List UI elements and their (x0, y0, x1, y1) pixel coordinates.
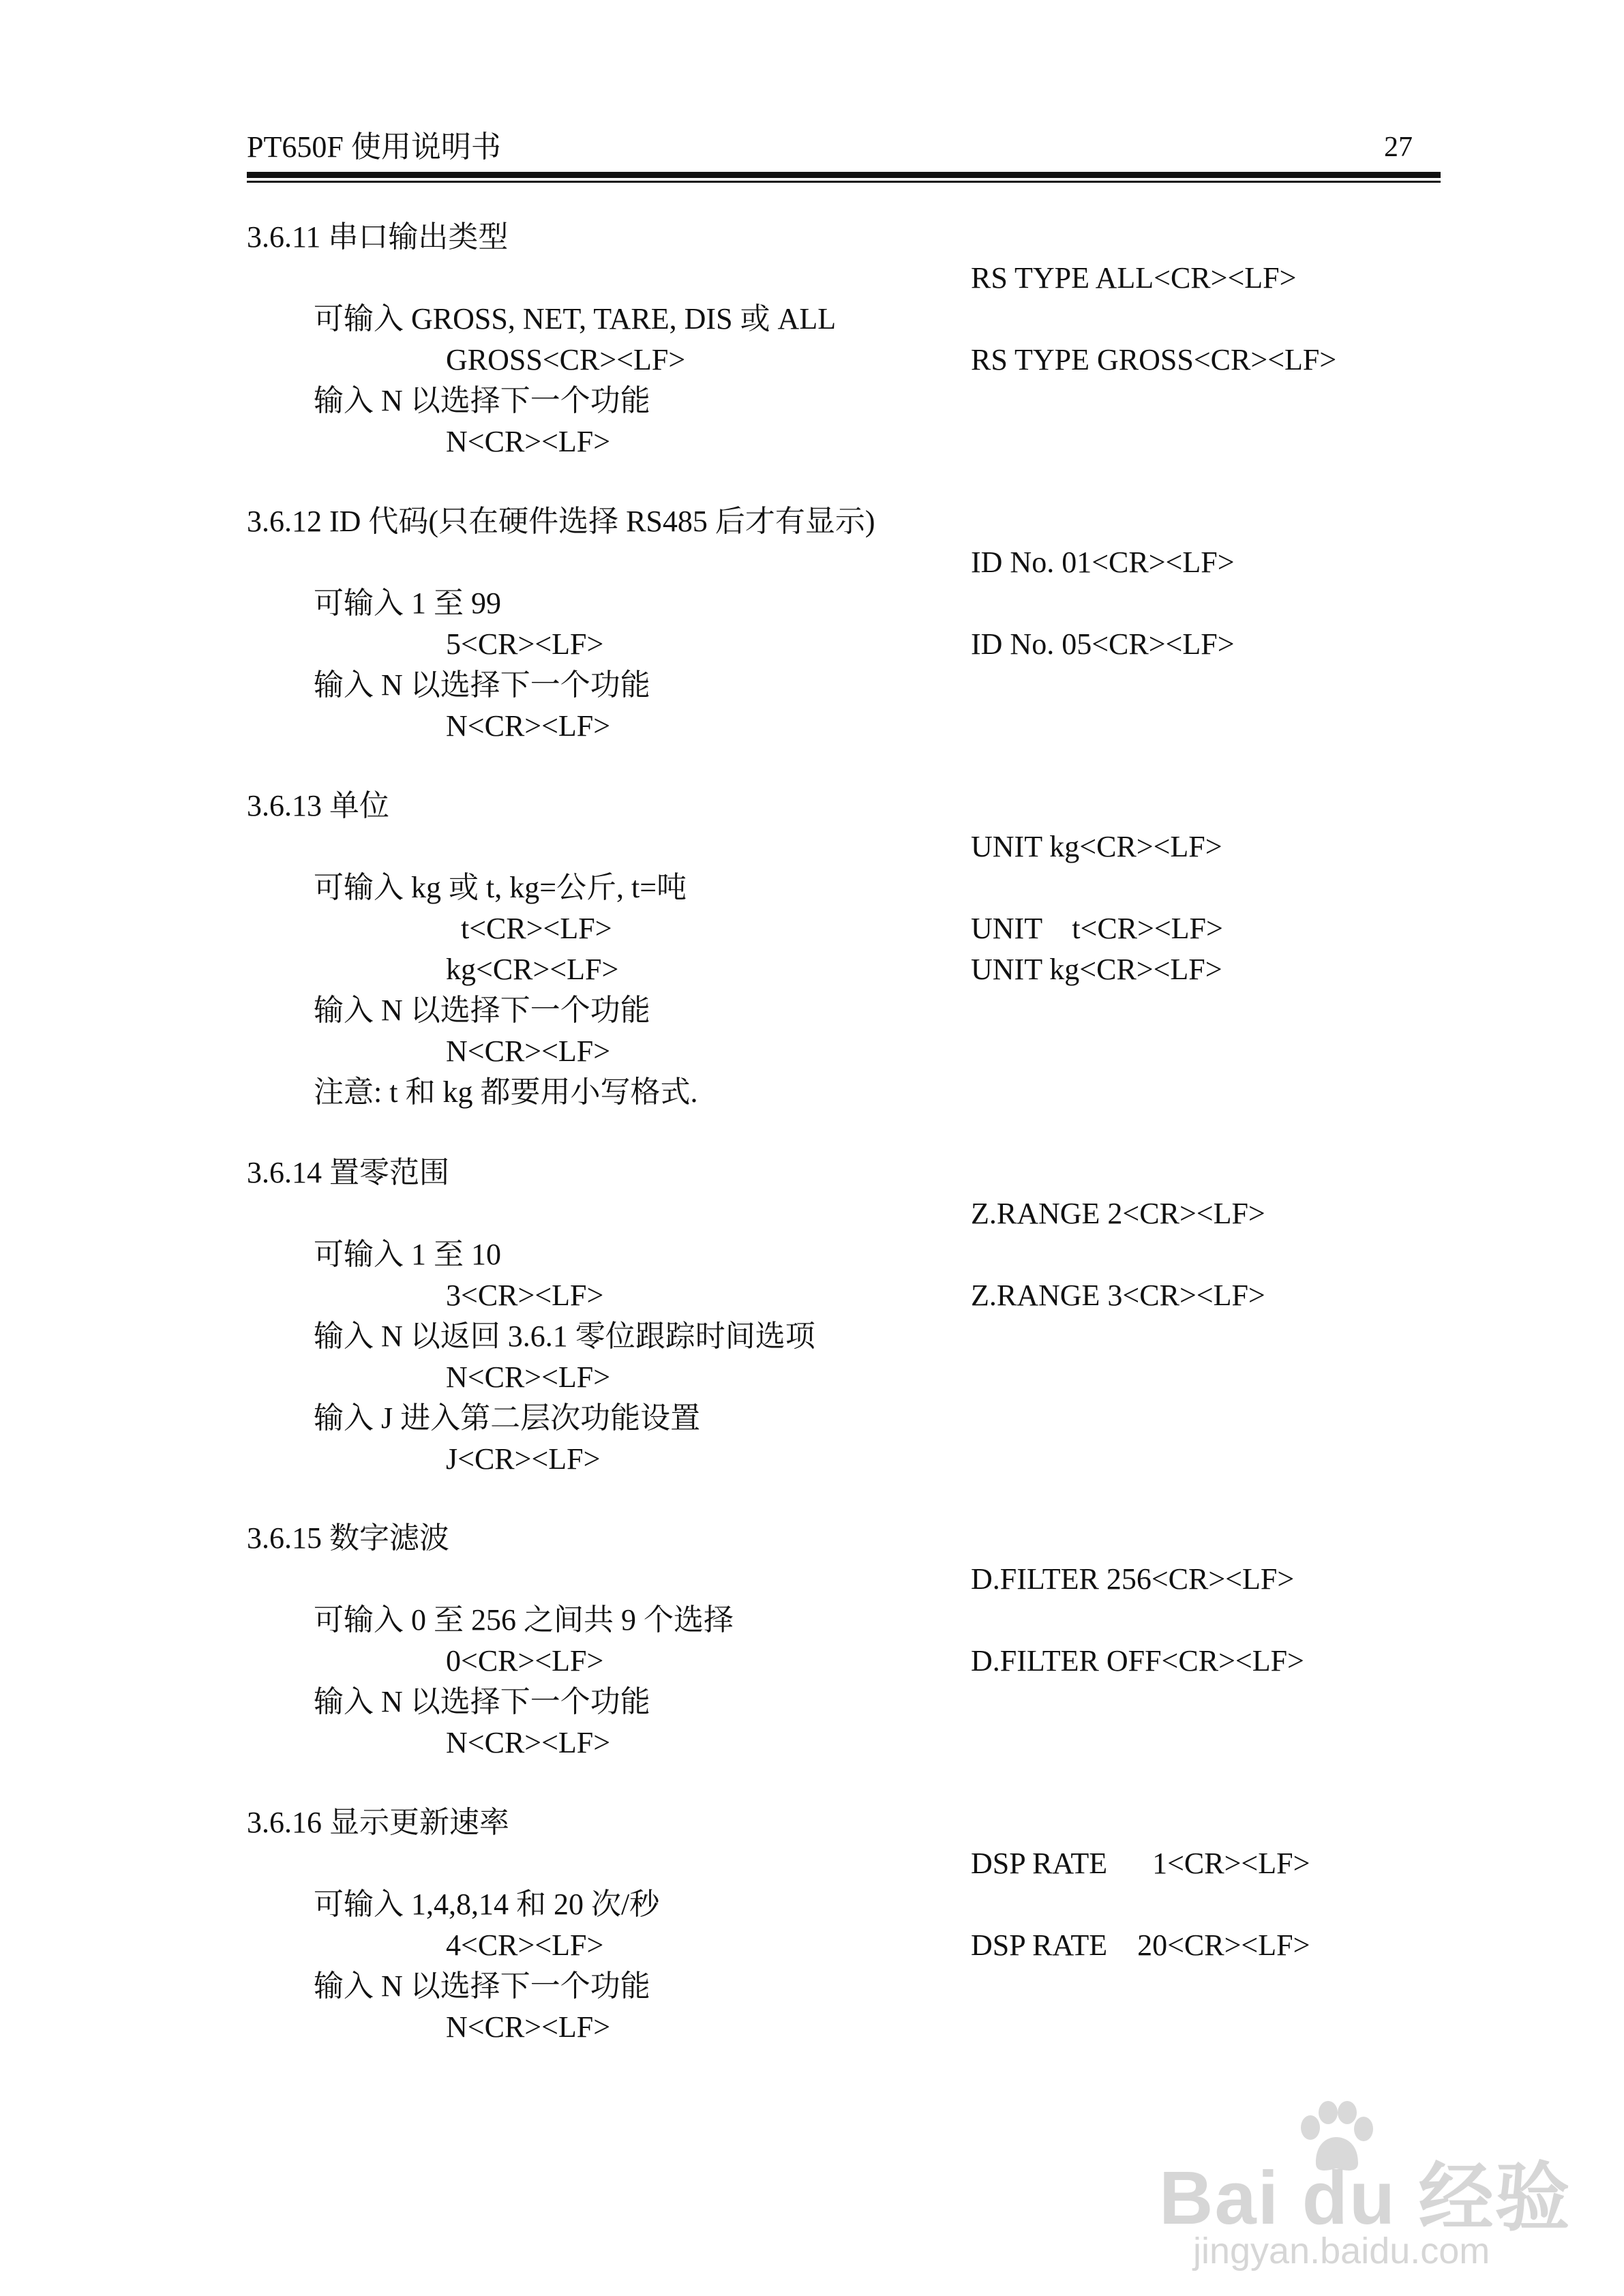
option-text: 可输入 1 至 10 (314, 1238, 501, 1271)
example-command: 4<CR><LF> (446, 1928, 604, 1962)
header-rule-thick (247, 172, 1441, 178)
header-rule-thin (247, 181, 1441, 183)
default-response: Z.RANGE 2<CR><LF> (971, 1197, 1265, 1230)
second-level-text: 输入 J 进入第二层次功能设置 (314, 1401, 701, 1435)
section-title: 3.6.16 显示更新速率 (247, 1806, 509, 1839)
next-command: N<CR><LF> (446, 425, 611, 458)
page-number: 27 (1384, 132, 1413, 163)
header-title: PT650F 使用说明书 (247, 130, 501, 164)
section-title: 3.6.13 单位 (247, 789, 389, 822)
example-response: D.FILTER OFF<CR><LF> (971, 1644, 1304, 1678)
second-level-command: J<CR><LF> (446, 1442, 601, 1476)
default-response: DSP RATE 1<CR><LF> (971, 1847, 1310, 1880)
next-function-text: 输入 N 以返回 3.6.1 零位跟踪时间选项 (314, 1320, 815, 1353)
default-response: D.FILTER 256<CR><LF> (971, 1562, 1295, 1596)
example-command: 5<CR><LF> (446, 627, 604, 661)
default-response: RS TYPE ALL<CR><LF> (971, 261, 1297, 295)
next-function-text: 输入 N 以选择下一个功能 (314, 1685, 650, 1718)
default-response: ID No. 01<CR><LF> (971, 546, 1235, 579)
example-response: RS TYPE GROSS<CR><LF> (971, 343, 1337, 376)
next-command: N<CR><LF> (446, 2010, 611, 2044)
example-command-2: kg<CR><LF> (446, 953, 619, 986)
section-title: 3.6.15 数字滤波 (247, 1521, 449, 1555)
note-text: 注意: t 和 kg 都要用小写格式. (314, 1075, 698, 1109)
example-command: 3<CR><LF> (446, 1279, 604, 1312)
next-command: N<CR><LF> (446, 1726, 611, 1759)
option-text: 可输入 1,4,8,14 和 20 次/秒 (314, 1888, 660, 1921)
option-text: 可输入 GROSS, NET, TARE, DIS 或 ALL (314, 302, 837, 336)
option-text: 可输入 0 至 256 之间共 9 个选择 (314, 1603, 734, 1637)
section-title: 3.6.11 串口输出类型 (247, 220, 509, 254)
example-response: DSP RATE 20<CR><LF> (971, 1928, 1310, 1962)
option-text: 可输入 kg 或 t, kg=公斤, t=吨 (314, 871, 687, 904)
next-command: N<CR><LF> (446, 1034, 611, 1068)
default-response: UNIT kg<CR><LF> (971, 830, 1222, 863)
example-response: ID No. 05<CR><LF> (971, 627, 1235, 661)
example-response: UNIT t<CR><LF> (971, 912, 1223, 945)
section-title: 3.6.12 ID 代码(只在硬件选择 RS485 后才有显示) (247, 505, 875, 538)
section-title: 3.6.14 置零范围 (247, 1156, 449, 1189)
example-command: 0<CR><LF> (446, 1644, 604, 1678)
next-function-text: 输入 N 以选择下一个功能 (314, 1969, 650, 2003)
next-command: N<CR><LF> (446, 1360, 611, 1394)
example-command: GROSS<CR><LF> (446, 343, 686, 376)
watermark-logo-text: Bai du 经验 (1159, 2156, 1572, 2240)
example-response: Z.RANGE 3<CR><LF> (971, 1279, 1265, 1312)
next-function-text: 输入 N 以选择下一个功能 (314, 994, 650, 1027)
example-command: t<CR><LF> (461, 912, 612, 945)
baidu-watermark (1159, 2100, 1572, 2271)
next-function-text: 输入 N 以选择下一个功能 (314, 384, 650, 417)
example-response-2: UNIT kg<CR><LF> (971, 953, 1222, 986)
next-command: N<CR><LF> (446, 709, 611, 743)
option-text: 可输入 1 至 99 (314, 586, 501, 620)
watermark-url: jingyan.baidu.com (1193, 2231, 1490, 2271)
next-function-text: 输入 N 以选择下一个功能 (314, 668, 650, 702)
